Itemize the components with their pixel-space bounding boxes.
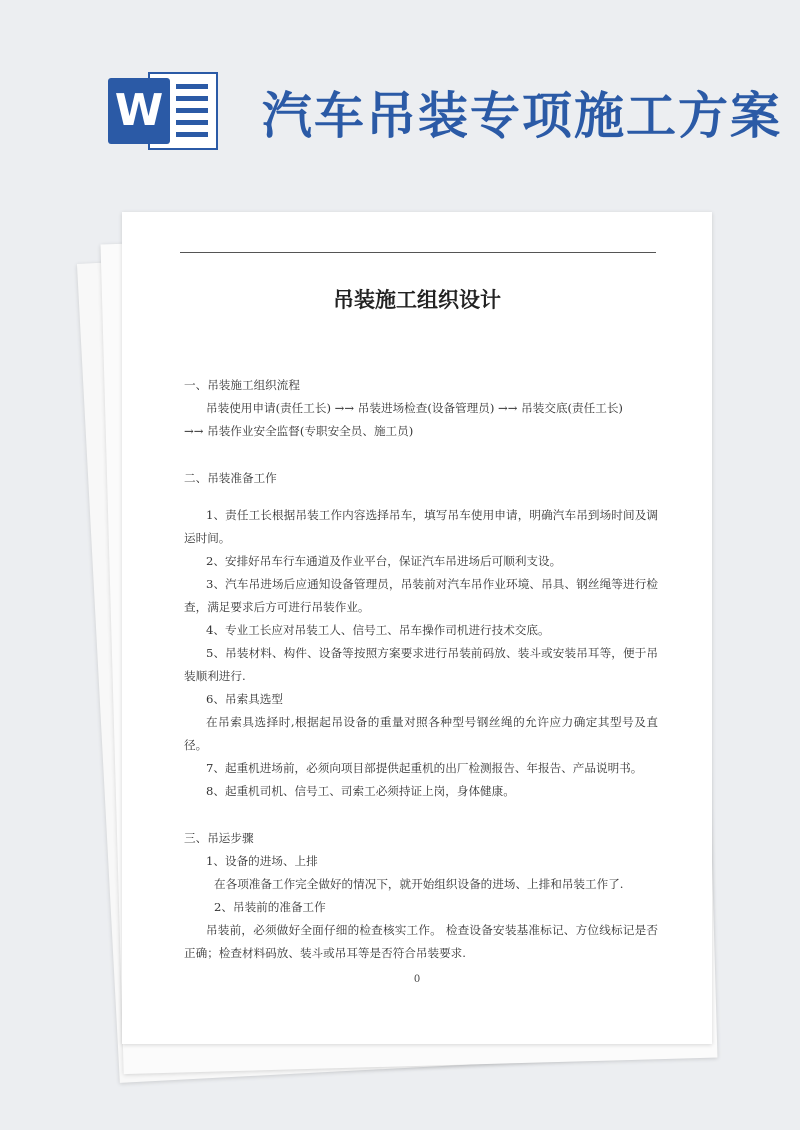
section-heading: 三、吊运步骤	[184, 831, 254, 845]
document-title: 吊装施工组织设计	[333, 288, 501, 312]
list-item: 3、汽车吊进场后应通知设备管理员，吊装前对汽车吊作业环境、吊具、钢丝绳等进行检查，满足要求后方可进行吊装作业。	[184, 577, 658, 614]
document-page	[122, 212, 712, 1044]
list-item: 7、起重机进场前，必须向项目部提供起重机的出厂检测报告、年报告、产品说明书。	[206, 761, 643, 775]
list-item: 5、吊装材料、构件、设备等按照方案要求进行吊装前码放、装斗或安装吊耳等，便于吊装顺利进行.	[184, 646, 658, 683]
list-item-text: 吊装前，必须做好全面仔细的检查核实工作。 检查设备安装基准标记、方位线标记是否正确；检查材料码放、装斗或吊耳等是否符合吊装要求.	[184, 923, 658, 960]
page-number: 0	[413, 974, 421, 985]
document-body	[184, 374, 658, 965]
word-logo-icon	[108, 72, 218, 150]
flow-line: 吊装使用申请(责任工长) →→ 吊装进场检查(设备管理员) →→ 吊装交底(责任工长)	[206, 401, 623, 415]
list-item: 4、专业工长应对吊装工人、信号工、吊车操作司机进行技术交底。	[206, 623, 550, 637]
section-heading: 二、吊装准备工作	[184, 471, 277, 485]
list-item: 8、起重机司机、信号工、司索工必须持证上岗，身体健康。	[206, 784, 515, 798]
list-item: 2、安排好吊车行车通道及作业平台，保证汽车吊进场后可顺利支设。	[206, 554, 562, 568]
flow-line: →→ 吊装作业安全监督(专职安全员、施工员)	[184, 424, 414, 438]
page-title: 汽车吊装专项施工方案	[262, 87, 782, 145]
list-item: 1、设备的进场、上排	[206, 854, 318, 868]
word-letter-tile: W	[108, 78, 170, 144]
list-item: 2、吊装前的准备工作	[214, 900, 326, 914]
list-item: 6、吊索具选型	[206, 692, 283, 706]
list-item-text: 在各项准备工作完全做好的情况下，就开始组织设备的进场、上排和吊装工作了.	[214, 877, 624, 891]
header-rule	[180, 252, 656, 253]
section-heading: 一、吊装施工组织流程	[184, 378, 300, 392]
list-item-text: 在吊索具选择时,根据起吊设备的重量对照各种型号钢丝绳的允许应力确定其型号及直径。	[184, 715, 658, 752]
list-item: 1、责任工长根据吊装工作内容选择吊车，填写吊车使用申请，明确汽车吊到场时间及调运时间。	[184, 508, 658, 545]
